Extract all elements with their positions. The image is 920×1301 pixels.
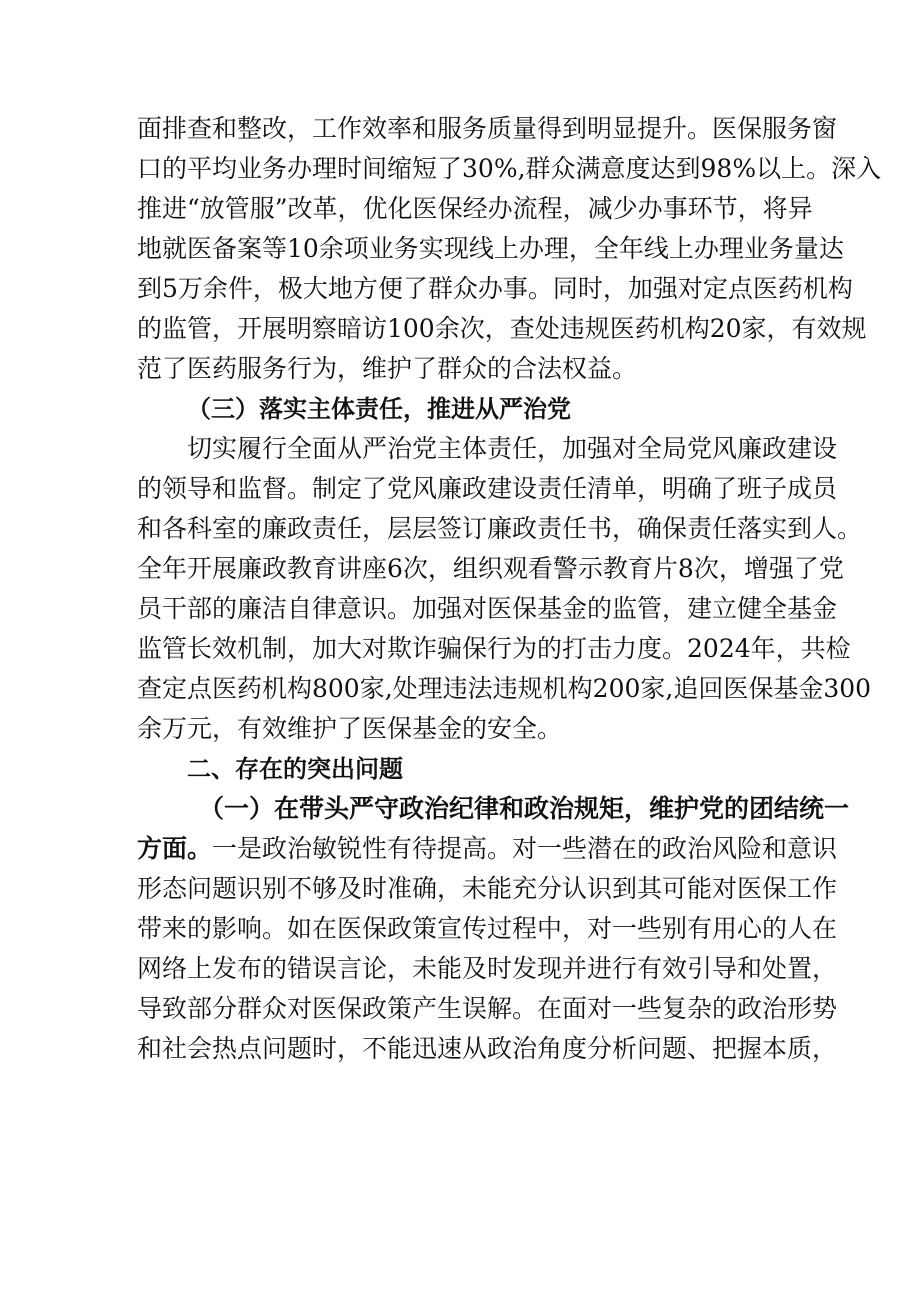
body-line: 全年开展廉政教育讲座6次，组织观看警示教育片8次，增强了党 — [137, 554, 844, 583]
body-line: 范了医药服务行为，维护了群众的合法权益。 — [137, 354, 638, 383]
section-heading: （三）落实主体责任，推进从严治党 — [187, 395, 571, 423]
subsection-heading: （一）在带头严守政治纪律和政治规矩，维护党的团结统一 — [199, 794, 850, 823]
body-line: 到5万余件，极大地方便了群众办事。同时，加强对定点医药机构 — [137, 274, 853, 303]
body-line: 余万元，有效维护了医保基金的安全。 — [137, 714, 563, 743]
body-line: 的监管，开展明察暗访100余次，查处违规医药机构20家，有效规 — [137, 314, 867, 343]
body-line: 口的平均业务办理时间缩短了30%,群众满意度达到98%以上。深入 — [137, 154, 882, 183]
body-line-mixed — [137, 829, 838, 869]
body-line: 切实履行全面从严治党主体责任，加强对全局党风廉政建设 — [187, 434, 838, 463]
body-line: 和社会热点问题时，不能迅速从政治角度分析问题、把握本质， — [137, 1034, 838, 1063]
body-line: 网络上发布的错误言论，未能及时发现并进行有效引导和处置， — [137, 954, 838, 983]
body-line: 查定点医药机构800家,处理违法违规机构200家,追回医保基金300 — [137, 674, 872, 703]
body-line: 员干部的廉洁自律意识。加强对医保基金的监管，建立健全基金 — [137, 594, 838, 623]
body-line: 监管长效机制，加大对欺诈骗保行为的打击力度。2024年，共检 — [137, 634, 851, 663]
body-text: 一是政治敏锐性有待提高。对一些潜在的政治风险和意识 — [212, 834, 838, 863]
body-line: 面排查和整改，工作效率和服务质量得到明显提升。医保服务窗 — [137, 114, 838, 143]
body-line: 导致部分群众对医保政策产生误解。在面对一些复杂的政治形势 — [137, 994, 838, 1023]
body-line: 带来的影响。如在医保政策宣传过程中，对一些别有用心的人在 — [137, 914, 838, 943]
document-body — [137, 109, 882, 1069]
chapter-heading: 二、存在的突出问题 — [187, 755, 403, 783]
body-line: 和各科室的廉政责任，层层签订廉政责任书，确保责任落实到人。 — [137, 514, 863, 543]
body-line: 形态问题识别不够及时准确，未能充分认识到其可能对医保工作 — [137, 874, 838, 903]
body-line: 地就医备案等10余项业务实现线上办理，全年线上办理业务量达 — [137, 234, 844, 263]
body-line: 的领导和监督。制定了党风廉政建设责任清单，明确了班子成员 — [137, 474, 838, 503]
body-line: 推进“放管服”改革，优化医保经办流程，减少办事环节，将异 — [137, 194, 813, 223]
subsection-heading-end: 方面。 — [137, 834, 213, 863]
